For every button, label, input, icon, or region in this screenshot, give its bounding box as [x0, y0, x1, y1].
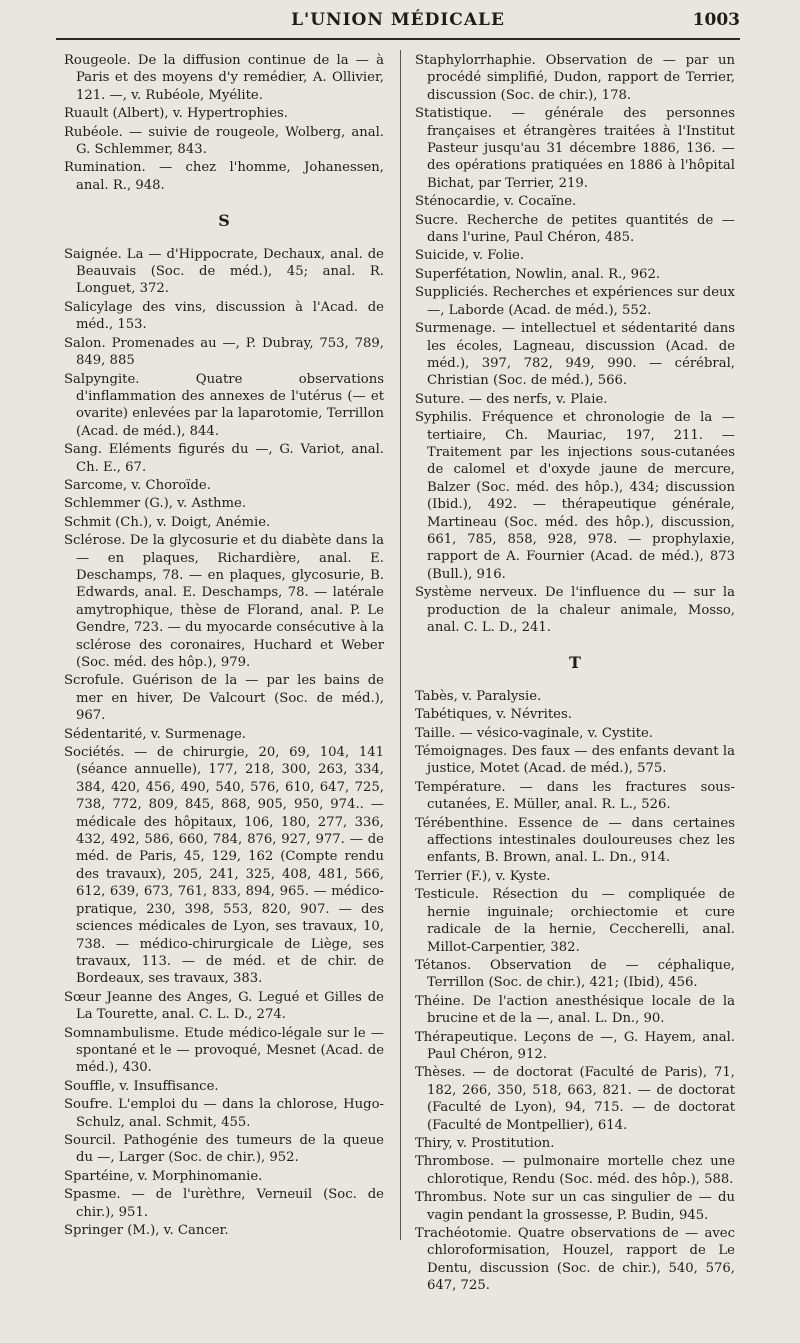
index-entry: Témoignages. Des faux — des enfants devant la justice, Motet (Acad. de méd.), 575. [415, 744, 735, 777]
index-entry: Suicide, v. Folie. [415, 248, 525, 264]
index-entry: Terrier (F.), v. Kyste. [415, 868, 551, 884]
index-entry: Spartéine, v. Morphinomanie. [64, 1168, 263, 1184]
journal-title: L'UNION MÉDICALE [291, 10, 505, 30]
index-entry: Rougeole. De la diffusion continue de la — à Paris et des moyens d'y remédier, A. Ollivier, 121. —, v. Rubéole, Myélite. [64, 53, 384, 103]
index-entry: Statistique. — générale des personnes françaises et étrangères traitées à l'Institut Pasteur jusqu'au 31 décembre 1886, 136. — des opérations pratiquées en 1886 à l'hôpital Bichat, par Terrier, 219. [415, 106, 735, 191]
index-entry: Sédentarité, v. Surmenage. [64, 726, 246, 742]
index-entry: Springer (M.), v. Cancer. [64, 1223, 229, 1238]
index-entry: Testicule. Résection du — compliquée de hernie inguinale; orchiectomie et cure radicale de la hernie, Ceccherelli, anal. Millot-Carpentier, 382. [415, 887, 735, 955]
index-entry: Trachéotomie. Quatre observations de — avec chloroformisation, Houzel, rapport de Le Dentu, discussion (Soc. de chir.), 540, 576, 647, 725. [415, 1226, 735, 1294]
index-entry: Scrofule. Guérison de la — par les bains de mer en hiver, De Valcourt (Soc. de méd.), 967. [64, 673, 384, 724]
index-entry: Térébenthine. Essence de — dans certaines affections intestinales douloureuses chez les enfants, B. Brown, anal. L. Dn., 914. [415, 815, 735, 866]
index-entry: Suture. — des nerfs, v. Plaie. [415, 391, 608, 407]
index-entry: Thrombus. Note sur un cas singulier de — du vagin pendant la grossesse, P. Budin, 945. [415, 1190, 735, 1223]
page-number: 1003 [692, 10, 740, 30]
index-entry: Staphylorrhaphie. Observation de — par un procédé simplifié, Dudon, rapport de Terrier, discussion (Soc. de chir.), 178. [415, 53, 735, 103]
index-entry: Rubéole. — suivie de rougeole, Wolberg, anal. G. Schlemmer, 843. [64, 124, 384, 158]
right-entries-b [415, 688, 735, 1295]
index-entry: Sténocardie, v. Cocaïne. [415, 194, 577, 210]
index-entry: Système nerveux. De l'influence du — sur la production de la chaleur animale, Mosso, anal. C. L. D., 241. [415, 585, 735, 635]
header-rule [56, 38, 740, 40]
index-entry: Soufre. L'emploi du — dans la chlorose, Hugo-Schulz, anal. Schmit, 455. [64, 1097, 384, 1130]
index-entry: Thiry, v. Prostitution. [415, 1135, 555, 1151]
index-entry: Spasme. — de l'urèthre, Verneuil (Soc. de chir.), 951. [64, 1187, 384, 1220]
index-entry: Syphilis. Fréquence et chronologie de la — tertiaire, Ch. Mauriac, 197, 211. — Traitement par les injections sous-cutanées de calomel et d'oxyde jaune de mercure, Balzer (Soc. méd. des hôp.), 434; discussion (Ibid.), 492. — thérapeutique générale, Martineau (Soc. méd. des hôp.), discussion, 661, 785, 858, 928, 978. — prophylaxie, rapport de A. Fournier (Acad. de méd.), 873 (Bull.), 916. [415, 410, 735, 582]
index-entry: Sociétés. — de chirurgie, 20, 69, 104, 141 (séance annuelle), 177, 218, 300, 263, 334, 384, 420, 456, 490, 540, 576, 610, 647, 725, 738, 772, 809, 845, 868, 905, 950, 974.. — médicale des hôpitaux, 106, 180, 277, 336, 432, 492, 586, 660, 784, 876, 927, 977. — de méd. de Paris, 45, 129, 162 (Compte rendu des travaux), 205, 241, 325, 408, 481, 566, 612, 639, 673, 761, 833, 894, 965. — médico-pratique, 230, 398, 553, 820, 907. — des sciences médicales de Lyon, ses travaux, 10, 738. — médico-chirurgicale de Liège, ses travaux, 113. — de méd. et de chir. de Bordeaux, ses travaux, 383. [64, 745, 384, 987]
index-entry: Souffle, v. Insuffisance. [64, 1078, 219, 1094]
left-column [64, 52, 384, 1240]
index-entry: Ruault (Albert), v. Hypertrophies. [64, 106, 288, 122]
index-entry: Schmit (Ch.), v. Doigt, Anémie. [64, 514, 271, 530]
index-entry: Salicylage des vins, discussion à l'Acad. de méd., 153. [64, 299, 384, 333]
index-entry: Théine. De l'action anesthésique locale de la brucine et de la —, anal. L. Dn., 90. [415, 993, 735, 1027]
running-head [56, 6, 740, 36]
index-entry: Sourcil. Pathogénie des tumeurs de la queue du —, Larger (Soc. de chir.), 952. [64, 1132, 384, 1166]
index-entry: Rumination. — chez l'homme, Johanessen, anal. R., 948. [64, 160, 384, 193]
right-entries-a [415, 52, 735, 636]
index-entry: Sarcome, v. Choroïde. [64, 477, 211, 493]
index-entry: Température. — dans les fractures sous-cutanées, E. Müller, anal. R. L., 526. [415, 779, 735, 813]
index-entry: Sucre. Recherche de petites quantités de — dans l'urine, Paul Chéron, 485. [415, 212, 735, 246]
index-entry: Superfétation, Nowlin, anal. R., 962. [415, 266, 661, 282]
index-entry: Salpyngite. Quatre observations d'inflammation des annexes de l'utérus (— et ovarite) enlevées par la laparotomie, Terrillon (Acad. de méd.), 844. [64, 371, 384, 439]
right-column [415, 52, 735, 1296]
left-entries-a [64, 52, 384, 194]
section-letter-s: S [218, 211, 230, 231]
index-entry: Suppliciés. Recherches et expériences sur deux —, Laborde (Acad. de méd.), 552. [415, 285, 735, 318]
index-entry: Surmenage. — intellectuel et sédentarité dans les écoles, Lagneau, discussion (Acad. de méd.), 397, 782, 949, 990. — cérébral, Christian (Soc. de méd.), 566. [415, 321, 735, 389]
index-entry: Somnambulisme. Etude médico-légale sur le — spontané et le — provoqué, Mesnet (Acad. de méd.), 430. [64, 1025, 384, 1076]
index-entry: Thrombose. — pulmonaire mortelle chez une chlorotique, Rendu (Soc. méd. des hôp.), 588. [415, 1154, 735, 1187]
column-divider [400, 50, 401, 1240]
index-entry: Tétanos. Observation de — céphalique, Terrillon (Soc. de chir.), 421; (Ibid), 456. [415, 957, 735, 991]
left-entries-b [64, 246, 384, 1240]
index-entry: Tabétiques, v. Névrites. [415, 707, 572, 723]
index-entry: Schlemmer (G.), v. Asthme. [64, 496, 247, 512]
index-entry: Taille. — vésico-vaginale, v. Cystite. [415, 725, 653, 741]
section-letter-t: T [569, 653, 581, 673]
index-entry: Tabès, v. Paralysie. [415, 688, 542, 704]
index-entry: Sclérose. De la glycosurie et du diabète dans la — en plaques, Richardière, anal. E. Deschamps, 78. — en plaques, glycosurie, B. Edwards, anal. E. Deschamps, 78. — latérale amytrophique, thèse de Florand, anal. P. Le Gendre, 723. — du myocarde consécutive à la sclérose des coronaires, Huchard et Weber (Soc. méd. des hôp.), 979. [64, 533, 384, 670]
index-entry: Saignée. La — d'Hippocrate, Dechaux, anal. de Beauvais (Soc. de méd.), 45; anal. R. Longuet, 372. [64, 246, 384, 297]
index-entry: Sœur Jeanne des Anges, G. Legué et Gilles de La Tourette, anal. C. L. D., 274. [64, 989, 384, 1023]
index-entry: Thèses. — de doctorat (Faculté de Paris), 71, 182, 266, 350, 518, 663, 821. — de doctorat (Faculté de Lyon), 94, 715. — de doctorat (Faculté de Montpellier), 614. [415, 1065, 735, 1133]
index-entry: Sang. Eléments figurés du —, G. Variot, anal. Ch. E., 67. [64, 442, 384, 475]
index-entry: Salon. Promenades au —, P. Dubray, 753, 789, 849, 885 [64, 335, 384, 369]
index-entry: Thérapeutique. Leçons de —, G. Hayem, anal. Paul Chéron, 912. [415, 1029, 735, 1062]
